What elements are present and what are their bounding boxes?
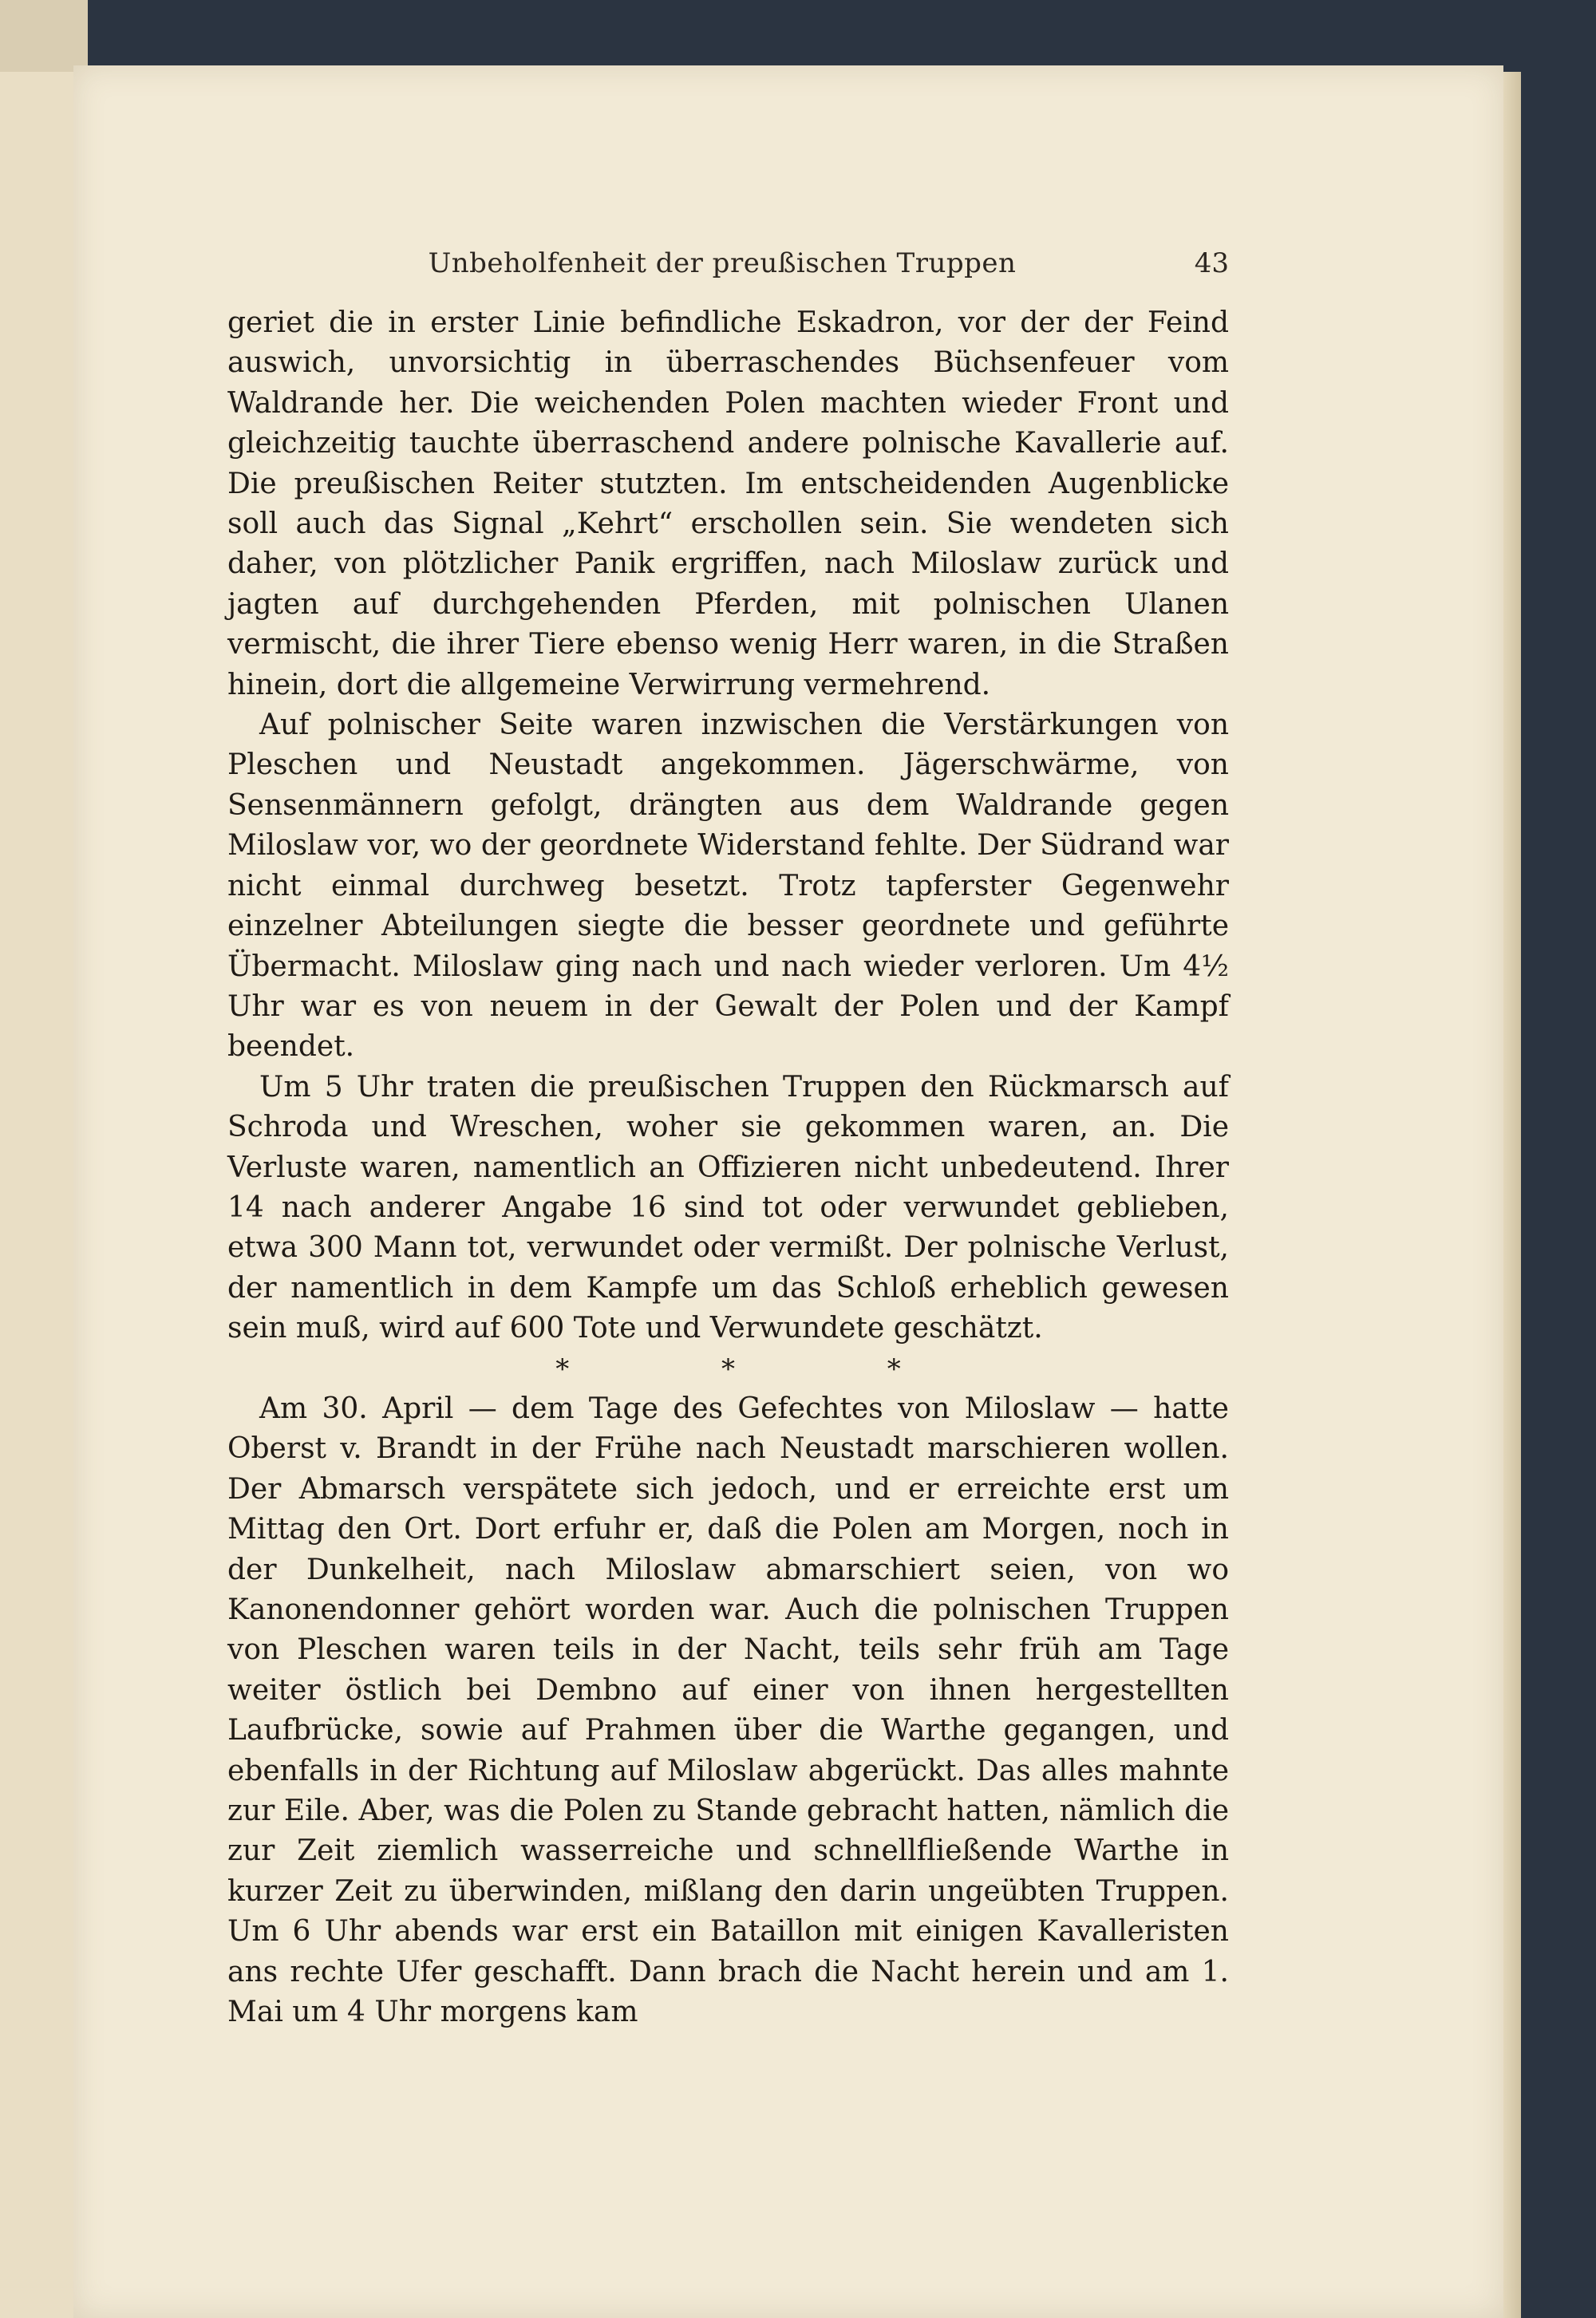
paragraph-2: Auf polnischer Seite waren inzwischen die Verstärkungen von Pleschen und Neustadt angekommen. Jägerschwärme, von Sensenmännern gefolgt, drängten aus dem Waldrande gegen Miloslaw vor, wo der geordnete Widerstand fehlte. Der Südrand war nicht einmal durchweg besetzt. Trotz tapferster Gegenwehr einzelner Abteilungen siegte die besser geordnete und geführte Übermacht. Miloslaw ging nach und nach wieder verloren. Um 4½ Uhr war es von neuem in der Gewalt der Polen und der Kampf beendet.: [227, 709, 1229, 1064]
facing-page: [0, 72, 77, 2318]
paragraph-3: Um 5 Uhr traten die preußischen Truppen den Rückmarsch auf Schroda und Wreschen, woher sie gekommen waren, an. Die Verluste waren, namentlich an Offizieren nicht unbedeutend. Ihrer 14 nach anderer Angabe 16 sind tot oder verwundet geblieben, etwa 300 Mann tot, verwundet oder vermißt. Der polnische Verlust, der namentlich in dem Kampfe um das Schloß erheblich gewesen sein muß, wird auf 600 Tote und Verwundete geschätzt.: [227, 1070, 1229, 1345]
page-edge: [1503, 72, 1521, 2318]
paragraph-4: Am 30. April — dem Tage des Gefechtes von Miloslaw — hatte Oberst v. Brandt in der Frühe nach Neustadt marschieren wollen. Der Abmarsch verspätete sich jedoch, und er erreichte erst um Mittag den Ort. Dort erfuhr er, daß die Polen am Morgen, noch in der Dunkelheit, nach Miloslaw abmarschiert seien, von wo Kanonendonner gehört worden war. Auch die polnischen Truppen von Pleschen waren teils in der Nacht, teils sehr früh am Tage weiter östlich bei Dembno auf einer von ihnen hergestellten Laufbrücke, sowie auf Prahmen über die Warthe gegangen, und ebenfalls in der Richtung auf Miloslaw abgerückt. Das alles mahnte zur Eile. Aber, was die Polen zu Stande gebracht hatten, nämlich die zur Zeit ziemlich wasserreiche und schnellfließende Warthe in kurzer Zeit zu überwinden, mißlang den darin ungeübten Truppen. Um 6 Uhr abends war erst ein Bataillon mit einigen Kavalleristen ans rechte Ufer geschafft. Dann brach die Nacht herein und am 1. Mai um 4 Uhr morgens kam: [227, 1392, 1229, 2029]
page-number: 43: [1194, 247, 1229, 279]
paragraph-1: geriet die in erster Linie befindliche Eskadron, vor der der Feind auswich, unvorsichtig in überraschendes Büchsenfeuer vom Waldrande her. Die weichenden Polen machten wieder Front und gleichzeitig tauchte überraschend andere polnische Kavallerie auf. Die preußischen Reiter stutzten. Im entscheidenden Augenblicke soll auch das Signal „Kehrt“ erschollen sein. Sie wendeten sich daher, von plötzlicher Panik ergriffen, nach Miloslaw zurück und jagten auf durchgehenden Pferden, mit polnischen Ulanen vermischt, die ihrer Tiere ebenso wenig Herr waren, in die Straßen hinein, dort die allgemeine Verwirrung vermehrend.: [227, 306, 1229, 701]
body-text: [227, 303, 1229, 2032]
running-title: Unbeholfenheit der preußischen Truppen: [428, 247, 1017, 279]
section-break: * * *: [555, 1352, 973, 1385]
